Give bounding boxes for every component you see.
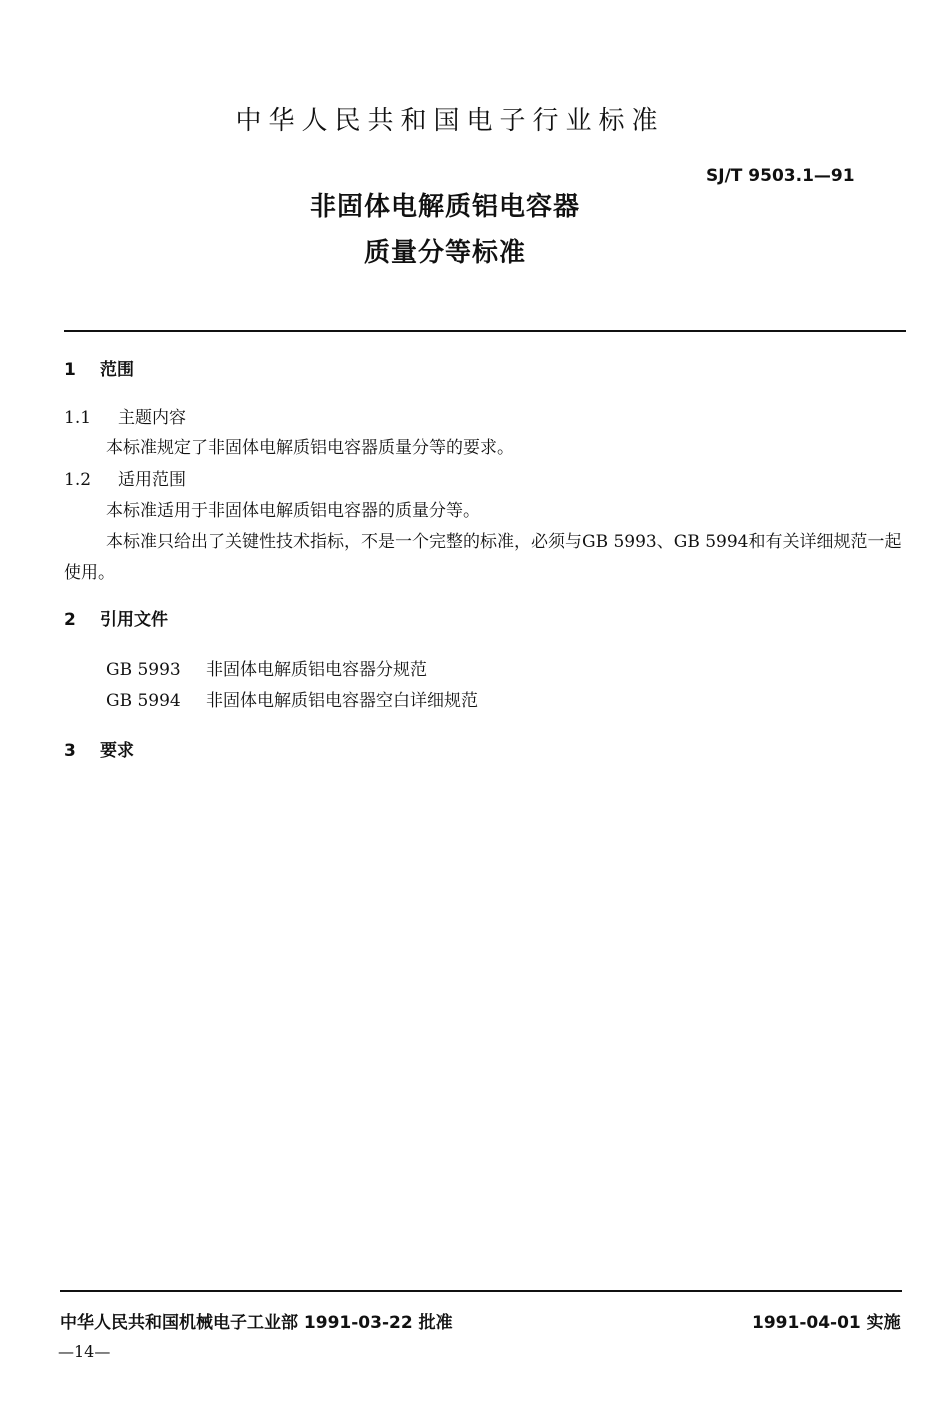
section-1-2-text2: 本标准只给出了关键性技术指标，不是一个完整的标准，必须与GB 5993、GB 5994和有关详细规范一起使用。	[64, 532, 902, 583]
ministry-title: 中华人民共和国电子行业标准	[235, 106, 665, 136]
section-1-2-text1: 本标准适用于非固体电解质铝电容器的质量分等。	[106, 501, 480, 521]
section-2-number: 2	[64, 610, 76, 630]
section-3-number: 3	[64, 741, 76, 761]
section-3-heading	[64, 736, 134, 761]
reference-title: 非固体电解质铝电容器空白详细规范	[206, 691, 478, 711]
bottom-divider	[60, 1290, 902, 1292]
section-1-1-title: 主题内容	[118, 408, 186, 428]
section-3-title: 要求	[100, 741, 134, 761]
section-1-2-heading	[64, 465, 186, 490]
section-1-1-number: 1.1	[64, 408, 92, 428]
document-title-line2: 质量分等标准	[363, 238, 526, 268]
section-1-title: 范围	[100, 360, 134, 380]
section-1-heading	[64, 355, 134, 380]
document-title-line1: 非固体电解质铝电容器	[309, 192, 580, 222]
reference-code: GB 5994	[106, 691, 181, 711]
section-1-2-title: 适用范围	[118, 470, 186, 490]
approval-line: 中华人民共和国机械电子工业部 1991-03-22 批准	[60, 1313, 453, 1333]
section-2-title: 引用文件	[100, 610, 168, 630]
implementation-date: 1991-04-01 实施	[752, 1313, 901, 1333]
top-divider	[64, 330, 906, 332]
standard-number: SJ/T 9503.1—91	[706, 166, 855, 186]
section-1-1-heading	[64, 403, 186, 428]
section-2-heading	[64, 605, 168, 630]
reference-item	[106, 655, 427, 680]
section-1-number: 1	[64, 360, 76, 380]
reference-title: 非固体电解质铝电容器分规范	[206, 660, 427, 680]
reference-item	[106, 686, 478, 711]
section-1-2-number: 1.2	[64, 470, 92, 490]
reference-code: GB 5993	[106, 660, 181, 680]
page-number: —14—	[58, 1342, 111, 1361]
section-1-1-text: 本标准规定了非固体电解质铝电容器质量分等的要求。	[106, 438, 514, 458]
